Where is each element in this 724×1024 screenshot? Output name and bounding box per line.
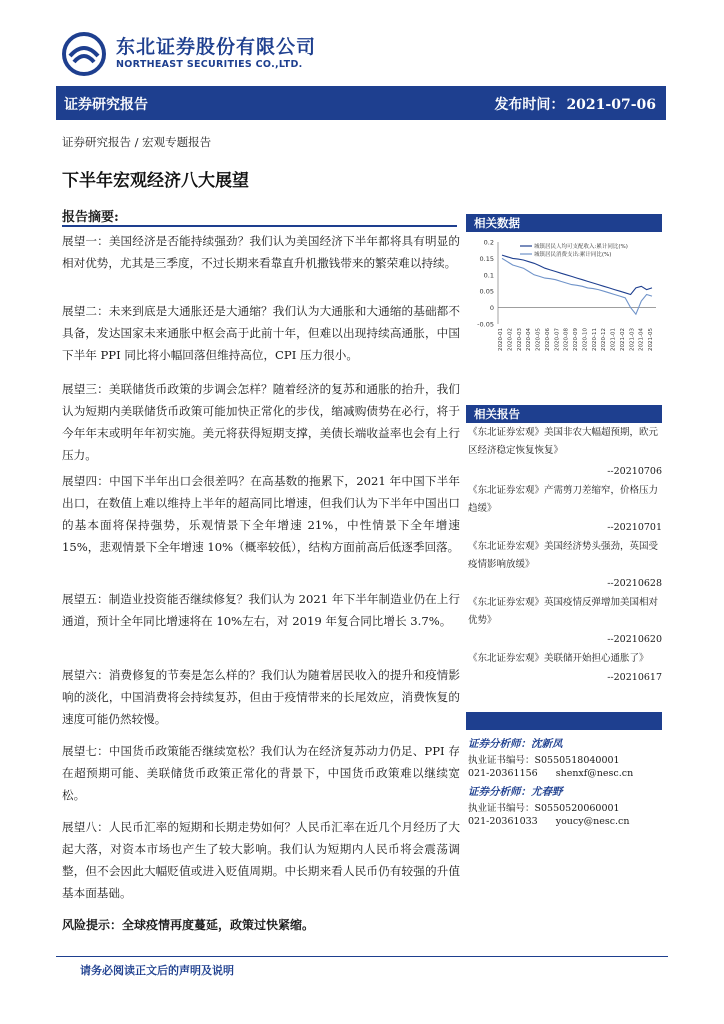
summary-paragraph-6: 展望六：消费修复的节奏是怎么样的？我们认为随着居民收入的提升和疫情影响的淡化，中国消费将会持续复苏，但由于疫情带来的长尾效应，消费恢复的速度可能仍然较慢。 (62, 668, 460, 726)
analyst-1-name: 证券分析师：沈新凤 (468, 738, 563, 750)
summary-paragraph-4: 展望四：中国下半年出口会很差吗？在高基数的拖累下，2021 年中国下半年出口，在数值上难以维持上半年的超高同比增速，但我们认为下半年中国出口的基本面将保持强势，乐观情景下全年增速 21%，中性情景下全年增速 15%，悲观情景下全年增速 10%（概率较低），结构方面前高后低逐季回落。 (62, 474, 460, 554)
analyst-1-email[interactable]: shenxf@nesc.cn (555, 768, 634, 779)
page-title: 下半年宏观经济八大展望 (62, 171, 249, 191)
analyst-section-bar (466, 712, 662, 730)
banner-report-type: 证券研究报告 (64, 97, 148, 113)
related-report-1-date: --20210706 (607, 466, 662, 477)
chart-x-tick-label: 2020-08 (563, 328, 570, 351)
chart-y-tick-label: 0 (489, 304, 494, 313)
footer-divider (56, 956, 668, 957)
chart-series-line-2 (502, 258, 652, 314)
chart-x-tick-label: 2020-10 (582, 328, 589, 351)
company-name-en: NORTHEAST SECURITIES CO.,LTD. (116, 59, 303, 70)
publish-date-label: 发布时间： (494, 97, 565, 113)
chart-x-tick-label: 2020-12 (601, 328, 608, 351)
banner-publish-date (494, 94, 656, 114)
chart-x-tick-label: 2021-02 (619, 328, 626, 351)
summary-heading: 报告摘要: (62, 210, 119, 225)
footer-disclaimer: 请务必阅读正文后的声明及说明 (80, 964, 234, 977)
chart-y-tick-label: 0.1 (483, 271, 494, 280)
chart-x-tick-label: 2020-01 (498, 328, 504, 351)
related-reports-header: 相关报告 (466, 405, 662, 423)
related-data-chart (468, 234, 664, 384)
related-report-3-date: --20210628 (607, 578, 662, 589)
chart-x-tick-label: 2020-04 (526, 328, 533, 351)
analyst-1-license: 执业证书编号：S0550518040001 (468, 755, 620, 766)
analyst-2-email[interactable]: youcy@nesc.cn (555, 816, 630, 827)
summary-paragraph-5: 展望五：制造业投资能否继续修复？我们认为 2021 年下半年制造业仍在上行通道，预计全年同比增速将在 10%左右，对 2019 年复合同比增长 3.7%。 (62, 592, 460, 628)
related-report-5-date: --20210617 (607, 672, 662, 683)
chart-legend-label: 城镇居民消费支出:累计同比(%) (534, 252, 612, 258)
summary-paragraph-7: 展望七：中国货币政策能否继续宽松？我们认为在经济复苏动力仍足、PPI 存在超预期可能、美联储货币政策正常化的背景下，中国货币政策难以继续宽松。 (62, 744, 460, 802)
company-name-cn: 东北证券股份有限公司 (116, 36, 317, 58)
risk-warning: 风险提示：全球疫情再度蔓延，政策过快紧缩。 (62, 918, 315, 932)
chart-x-tick-label: 2021-03 (629, 328, 636, 351)
company-logo (62, 30, 342, 78)
chart-y-tick-label: 0.2 (483, 238, 494, 247)
chart-x-tick-label: 2021-01 (610, 328, 617, 351)
chart-x-tick-label: 2021-05 (648, 328, 654, 351)
chart-x-tick-label: 2020-11 (591, 328, 598, 351)
chart-series-line-1 (502, 255, 652, 294)
analyst-2-license: 执业证书编号：S0550520060001 (468, 803, 620, 814)
summary-paragraph-3: 展望三：美联储货币政策的步调会怎样？随着经济的复苏和通胀的抬升，我们认为短期内美联储货币政策可能加快正常化的步伐，缩减购债势在必行，将于今年年末或明年年初实施。美元将获得短期支撑，美债长端收益率也会有上行压力。 (62, 382, 460, 462)
related-data-header: 相关数据 (466, 214, 662, 232)
chart-x-tick-label: 2020-07 (554, 328, 561, 351)
northeast-securities-logo-icon (62, 32, 106, 76)
analyst-2-contact (468, 816, 630, 827)
chart-x-tick-label: 2020-06 (544, 328, 551, 351)
summary-divider (62, 225, 457, 227)
chart-x-tick-label: 2020-09 (573, 328, 579, 351)
chart-legend-label: 城镇居民人均可支配收入:累计同比(%) (534, 244, 628, 250)
related-report-4[interactable]: 《东北证券宏观》英国疫情反弹增加美国相对优势》 (468, 597, 659, 626)
related-report-1[interactable]: 《东北证券宏观》美国非农大幅超预期，欧元区经济稳定恢复恢复》 (468, 427, 659, 456)
related-report-4-date: --20210620 (607, 634, 662, 645)
chart-x-tick-label: 2020-02 (507, 328, 514, 351)
summary-paragraph-1: 展望一：美国经济是否能持续强劲？我们认为美国经济下半年都将具有明显的相对优势，尤其是三季度，不过长期来看靠直升机撒钱带来的繁荣难以持续。 (62, 234, 460, 270)
publish-date-value: 2021-07-06 (566, 97, 656, 113)
chart-x-tick-label: 2020-03 (516, 328, 523, 351)
chart-x-tick-label: 2020-05 (535, 328, 542, 351)
related-report-5[interactable]: 《东北证券宏观》美联储开始担心通胀了》 (468, 653, 649, 664)
chart-y-tick-label: -0.05 (477, 320, 494, 329)
chart-y-tick-label: 0.05 (479, 287, 494, 296)
breadcrumb: 证券研究报告 / 宏观专题报告 (62, 135, 212, 149)
analyst-1-phone: 021-20361156 (468, 768, 538, 779)
analyst-1-contact (468, 768, 633, 779)
related-report-3[interactable]: 《东北证券宏观》美国经济势头强劲，英国受疫情影响放缓》 (468, 541, 659, 570)
chart-y-tick-label: 0.15 (479, 254, 494, 263)
related-report-2-date: --20210701 (607, 522, 662, 533)
report-banner (56, 86, 666, 120)
summary-paragraph-8: 展望八：人民币汇率的短期和长期走势如何？人民币汇率在近几个月经历了大起大落，对资本市场也产生了较大影响。我们认为短期内人民币将会震荡调整，但不会因此大幅贬值或进入贬值周期。中长期来看人民币仍有较强的升值基本面基础。 (62, 820, 460, 900)
related-report-2[interactable]: 《东北证券宏观》产需剪刀差缩窄，价格压力趋缓》 (468, 485, 659, 514)
summary-paragraph-2: 展望二：未来到底是大通胀还是大通缩？我们认为大通胀和大通缩的基础都不具备，发达国家未来通胀中枢会高于此前十年，但难以出现持续高通胀，中国下半年 PPI 同比将小幅回落但维持高位，CPI 压力很小。 (62, 304, 460, 362)
analyst-2-phone: 021-20361033 (468, 816, 538, 827)
analyst-2-name: 证券分析师：尤春野 (468, 786, 563, 798)
chart-x-tick-label: 2021-04 (638, 328, 645, 351)
